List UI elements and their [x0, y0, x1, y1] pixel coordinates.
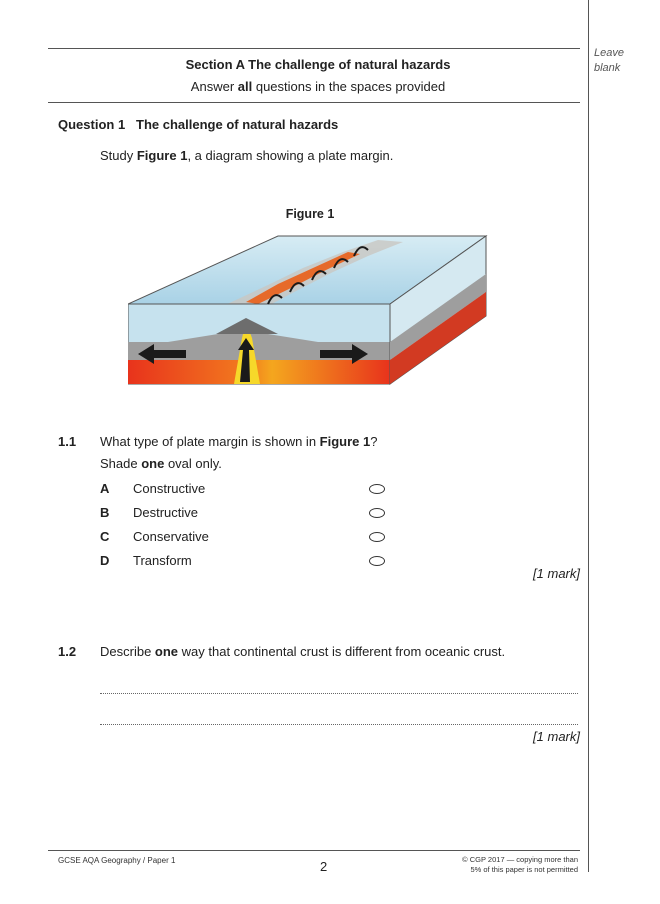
option-b-letter: B — [100, 505, 110, 520]
option-d-oval[interactable] — [369, 556, 385, 566]
option-c-label: Conservative — [133, 529, 209, 544]
option-a-oval[interactable] — [369, 484, 385, 494]
margin-rule — [588, 0, 589, 872]
answer-line-2[interactable] — [100, 724, 578, 726]
option-d-label: Transform — [133, 553, 192, 568]
option-b-label: Destructive — [133, 505, 199, 520]
section-instructions: Answer all questions in the spaces provided — [190, 79, 446, 94]
footer-rule — [48, 850, 580, 851]
top-rule — [48, 48, 580, 49]
question-1-1-instruction: Shade one oval only. — [100, 456, 222, 471]
question-1-2-text: Describe one way that continental crust is different from oceanic crust. — [100, 644, 506, 659]
question-1-2-number: 1.2 — [58, 644, 77, 659]
figure-title: Figure 1 — [285, 207, 335, 221]
footer-copyright: © CGP 2017 — copying more than 5% of this paper is not permitted — [462, 855, 578, 874]
option-a-letter: A — [100, 481, 110, 496]
plate-margin-diagram — [128, 230, 488, 390]
option-c-oval[interactable] — [369, 532, 385, 542]
question-1-1-number: 1.1 — [58, 434, 77, 449]
section-rule — [48, 102, 580, 103]
option-c-letter: C — [100, 529, 110, 544]
question-1-1-mark: [1 mark] — [533, 566, 580, 581]
question-1-2-mark: [1 mark] — [533, 729, 580, 744]
answer-line-1[interactable] — [100, 693, 578, 695]
question-1-heading: Question 1 The challenge of natural hazards — [58, 117, 339, 132]
question-1-intro: Study Figure 1, a diagram showing a plate margin. — [100, 148, 394, 163]
option-d-letter: D — [100, 553, 110, 568]
section-title: Section A The challenge of natural hazards — [185, 57, 451, 72]
footer-paper-title: GCSE AQA Geography / Paper 1 — [58, 856, 176, 865]
option-a-label: Constructive — [133, 481, 206, 496]
option-b-oval[interactable] — [369, 508, 385, 518]
leave-blank-label: Leave blank — [594, 47, 624, 74]
page-number: 2 — [320, 859, 328, 874]
question-1-1-text: What type of plate margin is shown in Figure 1? — [100, 434, 378, 449]
